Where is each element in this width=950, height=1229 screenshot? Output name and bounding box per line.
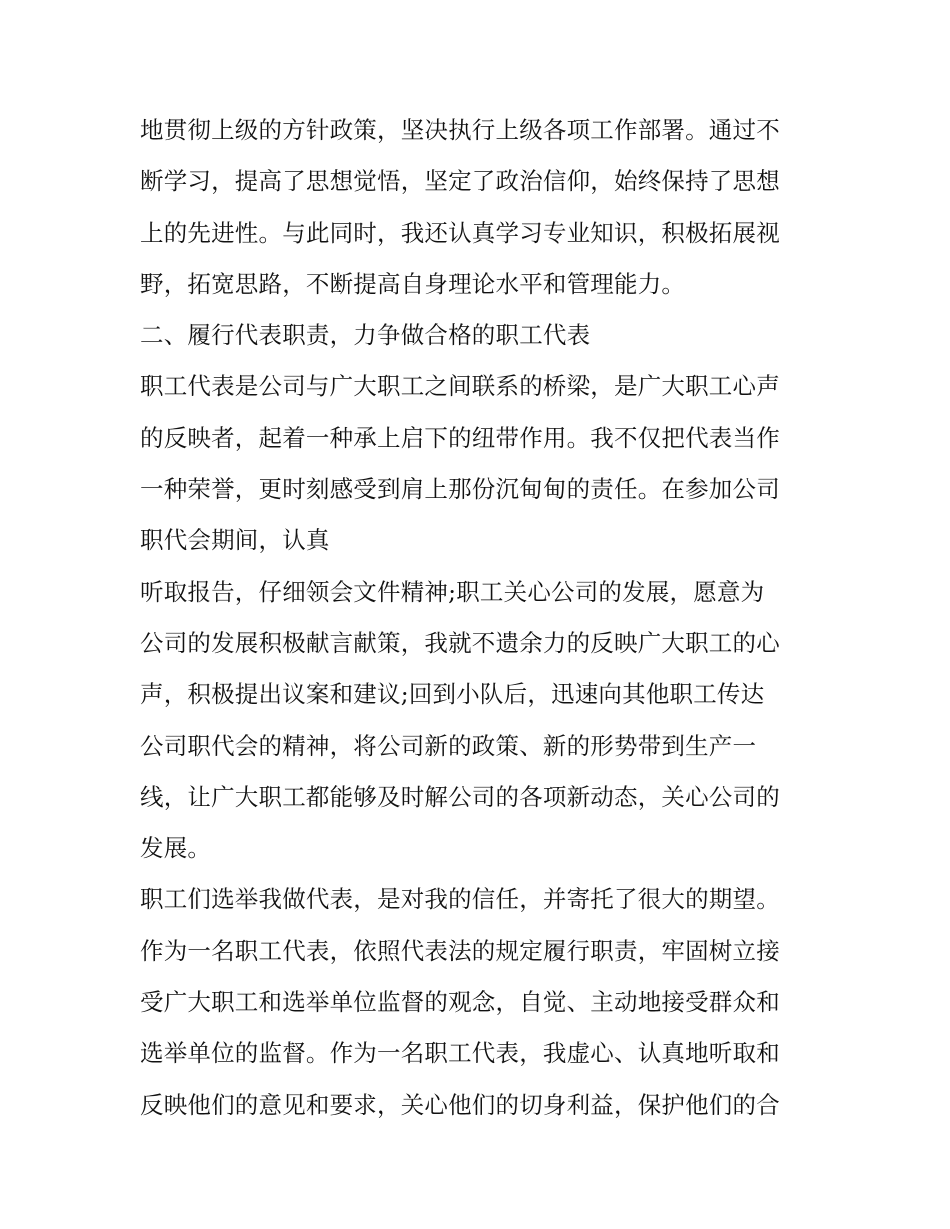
body-line: 公司职代会的精神，将公司新的政策、新的形势带到生产一 [140,731,757,760]
body-line: 公司的发展积极献言献策，我就不遗余力的反映广大职工的心 [140,628,780,657]
body-line: 发展。 [140,834,212,863]
body-line: 职代会期间，认真 [140,526,330,555]
section-heading: 二、履行代表职责，力争做合格的职工代表 [140,321,591,350]
body-line: 野，拓宽思路，不断提高自身理论水平和管理能力。 [140,269,686,298]
document-body [140,105,820,1131]
body-line: 线，让广大职工都能够及时解公司的各项新动态，关心公司的 [140,782,780,811]
body-line: 一种荣誉，更时刻感受到肩上那份沉甸甸的责任。在参加公司 [140,475,780,504]
body-line: 职工们选举我做代表，是对我的信任，并寄托了很大的期望。 [140,885,780,914]
body-line: 上的先进性。与此同时，我还认真学习专业知识，积极拓展视 [140,218,780,247]
body-line: 作为一名职工代表，依照代表法的规定履行职责，牢固树立接 [140,936,780,965]
body-line: 受广大职工和选举单位监督的观念，自觉、主动地接受群众和 [140,988,780,1017]
body-line: 断学习，提高了思想觉悟，坚定了政治信仰，始终保持了思想 [140,167,780,196]
body-line: 地贯彻上级的方针政策，坚决执行上级各项工作部署。通过不 [140,116,780,144]
body-line: 听取报告，仔细领会文件精神;职工关心公司的发展，愿意为 [140,577,765,606]
body-line: 的反映者，起着一种承上启下的纽带作用。我不仅把代表当作 [140,423,780,452]
body-line: 反映他们的意见和要求，关心他们的切身利益，保护他们的合 [140,1090,780,1119]
body-line: 职工代表是公司与广大职工之间联系的桥梁，是广大职工心声 [140,372,780,401]
body-line: 选举单位的监督。作为一名职工代表，我虚心、认真地听取和 [140,1039,780,1068]
body-line: 声，积极提出议案和建议;回到小队后，迅速向其他职工传达 [140,680,765,709]
